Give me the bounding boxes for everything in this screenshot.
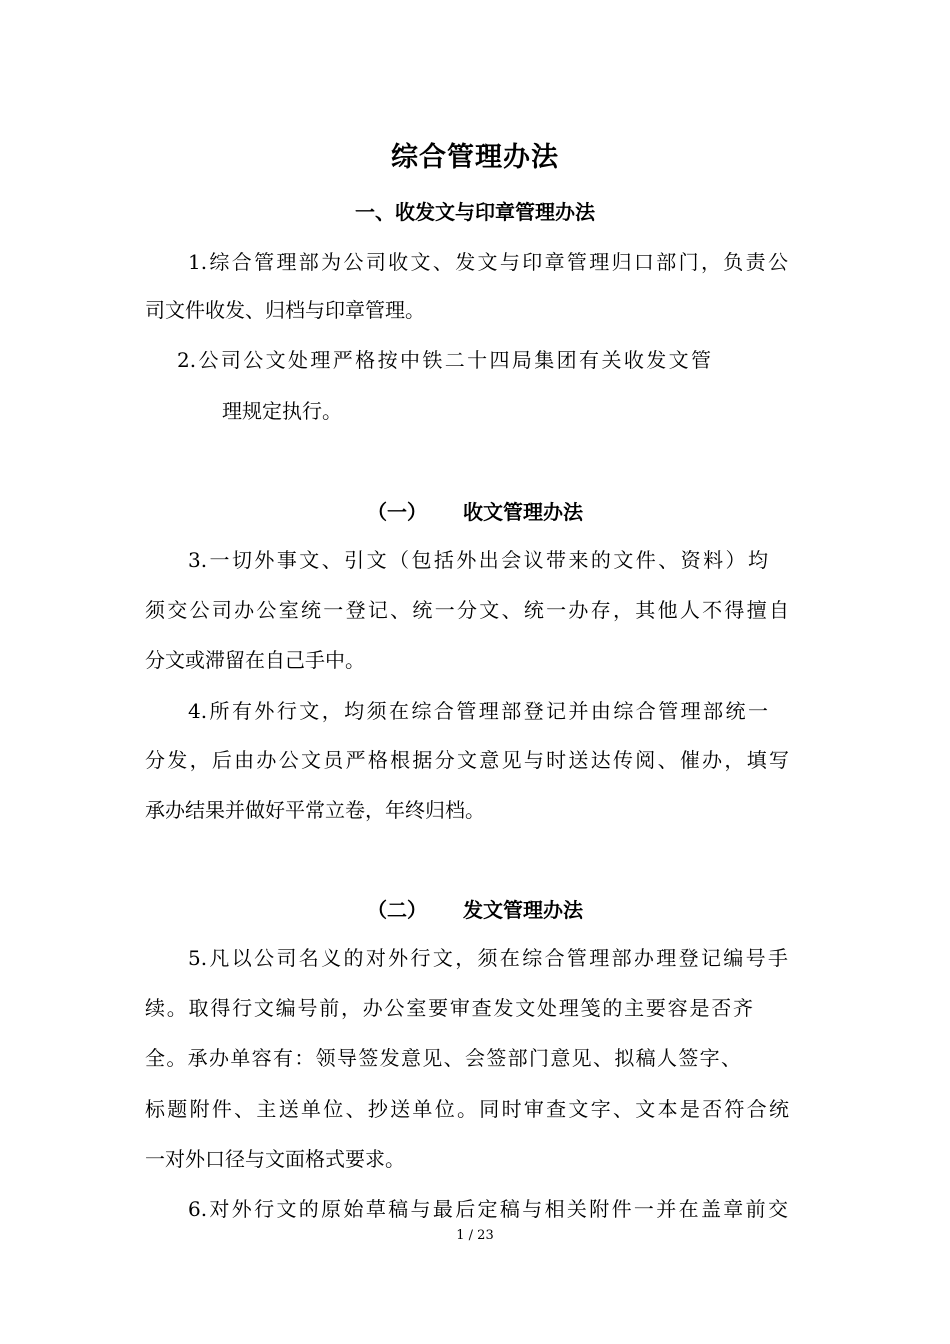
subsection-2-title: 发文管理办法 — [463, 898, 583, 922]
paragraph-3-line-3: 分文或滞留在自己手中。 — [145, 648, 365, 672]
paragraph-2-line-1: 2.公司公文处理严格按中铁二十四局集团有关收发文管 — [177, 348, 711, 372]
subsection-1-number: （一） — [367, 500, 427, 524]
paragraph-5-line-2: 续。取得行文编号前，办公室要审查发文处理笺的主要容是否齐 — [145, 996, 753, 1020]
paragraph-5-line-4: 标题附件、主送单位、抄送单位。同时审查文字、文本是否符合统 — [145, 1097, 789, 1121]
paragraph-4-line-2: 分发，后由办公文员严格根据分文意见与时送达传阅、催办，填写 — [145, 748, 789, 772]
paragraph-4-line-1: 4.所有外行文，均须在综合管理部登记并由综合管理部统一 — [188, 699, 768, 723]
paragraph-5-line-3: 全。承办单容有：领导签发意见、会签部门意见、拟稿人签字、 — [145, 1046, 741, 1070]
document-title: 综合管理办法 — [391, 142, 559, 173]
subsection-1-title: 收文管理办法 — [463, 500, 583, 524]
paragraph-3-line-2: 须交公司办公室统一登记、统一分文、统一办存，其他人不得擅自 — [145, 598, 789, 622]
subsection-heading-1 — [0, 498, 950, 526]
paragraph-5-line-5: 一对外口径与文面格式要求。 — [145, 1147, 405, 1171]
page-number: 1 / 23 — [456, 1228, 494, 1243]
paragraph-1-line-1: 1.综合管理部为公司收文、发文与印章管理归口部门，负责公 — [188, 250, 788, 274]
subsection-heading-2 — [0, 896, 950, 924]
paragraph-3-line-1: 3.一切外事文、引文（包括外出会议带来的文件、资料）均 — [188, 548, 768, 572]
paragraph-5-line-1: 5.凡以公司名义的对外行文，须在综合管理部办理登记编号手 — [188, 946, 788, 970]
paragraph-4-line-3: 承办结果并做好平常立卷，年终归档。 — [145, 798, 485, 822]
paragraph-2-line-2: 理规定执行。 — [222, 399, 342, 423]
subsection-2-number: （二） — [367, 898, 427, 922]
section-heading-1: 一、收发文与印章管理办法 — [355, 200, 595, 224]
paragraph-1-line-2: 司文件收发、归档与印章管理。 — [145, 298, 425, 322]
paragraph-6-line-1: 6.对外行文的原始草稿与最后定稿与相关附件一并在盖章前交 — [188, 1197, 788, 1221]
